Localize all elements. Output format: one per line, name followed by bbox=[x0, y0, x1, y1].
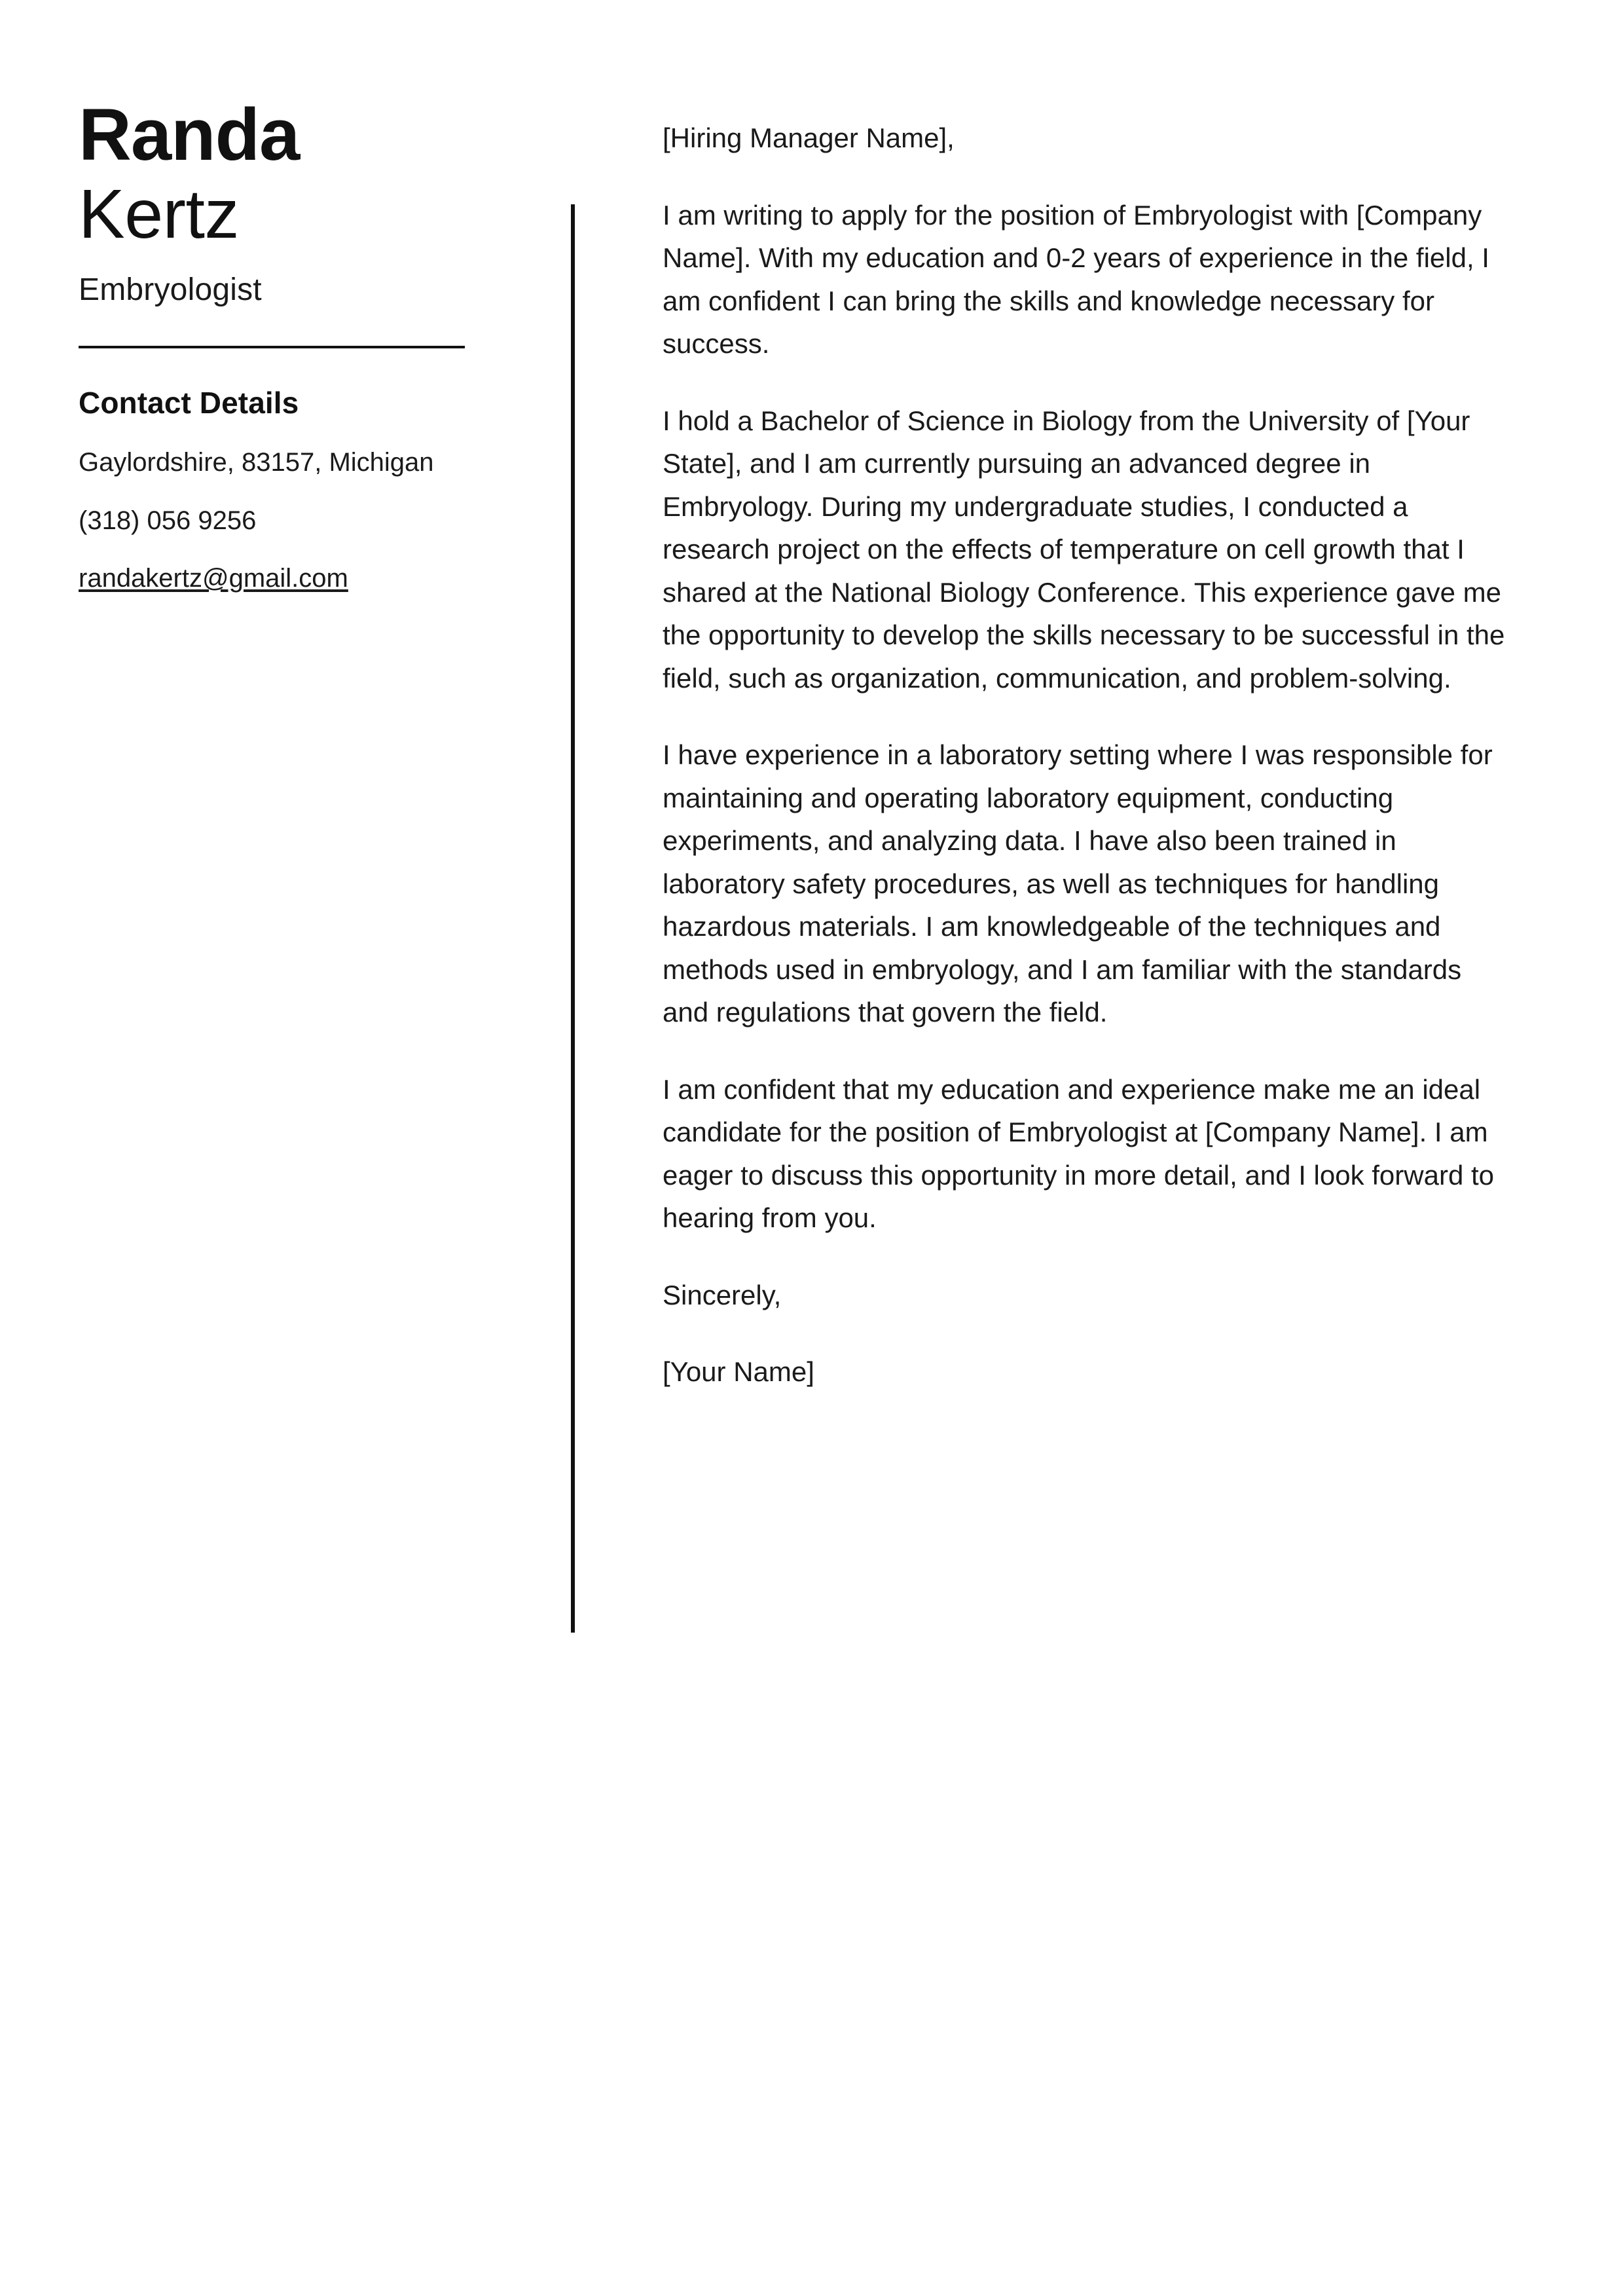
contact-details-heading: Contact Details bbox=[79, 385, 299, 420]
contact-address: Gaylordshire, 83157, Michigan bbox=[79, 447, 434, 477]
contact-details-list bbox=[79, 443, 471, 599]
letter-closing: Sincerely, bbox=[663, 1279, 782, 1310]
letter-paragraph-3: I have experience in a laboratory setting where I was responsible for maintaining and operating laboratory equipment, conducting experiments, and analyzing data. I have also been trained in laboratory safety procedures, as well as techniques for handling hazardous materials. I am knowledgeable of the techniques and methods used in embryology, and I am familiar with the standards and regulations that govern the field. bbox=[663, 739, 1493, 1028]
candidate-job-title: Embryologist bbox=[79, 272, 262, 307]
contact-email-row bbox=[79, 559, 471, 599]
contact-email-link[interactable]: randakertz@gmail.com bbox=[79, 564, 348, 593]
sidebar-divider-rule bbox=[79, 346, 465, 348]
letter-body bbox=[663, 117, 1507, 1394]
sidebar bbox=[79, 92, 471, 599]
letter-paragraph-4: I am confident that my education and experience make me an ideal candidate for the position of Embryologist at [Company Name]. I am eager to discuss this opportunity in more detail, and I look forward to hearing from you. bbox=[663, 1073, 1495, 1234]
candidate-first-name: Randa bbox=[79, 94, 300, 176]
letter-salutation: [Hiring Manager Name], bbox=[663, 122, 955, 153]
candidate-last-name: Kertz bbox=[79, 176, 239, 253]
letter-paragraph-2: I hold a Bachelor of Science in Biology from the University of [Your State], and I am currently pursuing an advanced degree in Embryology. During my undergraduate studies, I conducted a research project on the effects of temperature on cell growth that I shared at the National Biology Conference. This experience gave me the opportunity to develop the skills necessary to be successful in the field, such as organization, communication, and problem-solving. bbox=[663, 405, 1505, 694]
contact-phone: (318) 056 9256 bbox=[79, 506, 257, 535]
letter-paragraph-1: I am writing to apply for the position of Embryologist with [Company Name]. With my education and 0-2 years of experience in the field, I am confident I can bring the skills and knowledge necessary for success. bbox=[663, 199, 1489, 360]
candidate-name bbox=[79, 92, 471, 253]
column-divider bbox=[571, 204, 575, 1633]
letter-signature: [Your Name] bbox=[663, 1356, 814, 1388]
